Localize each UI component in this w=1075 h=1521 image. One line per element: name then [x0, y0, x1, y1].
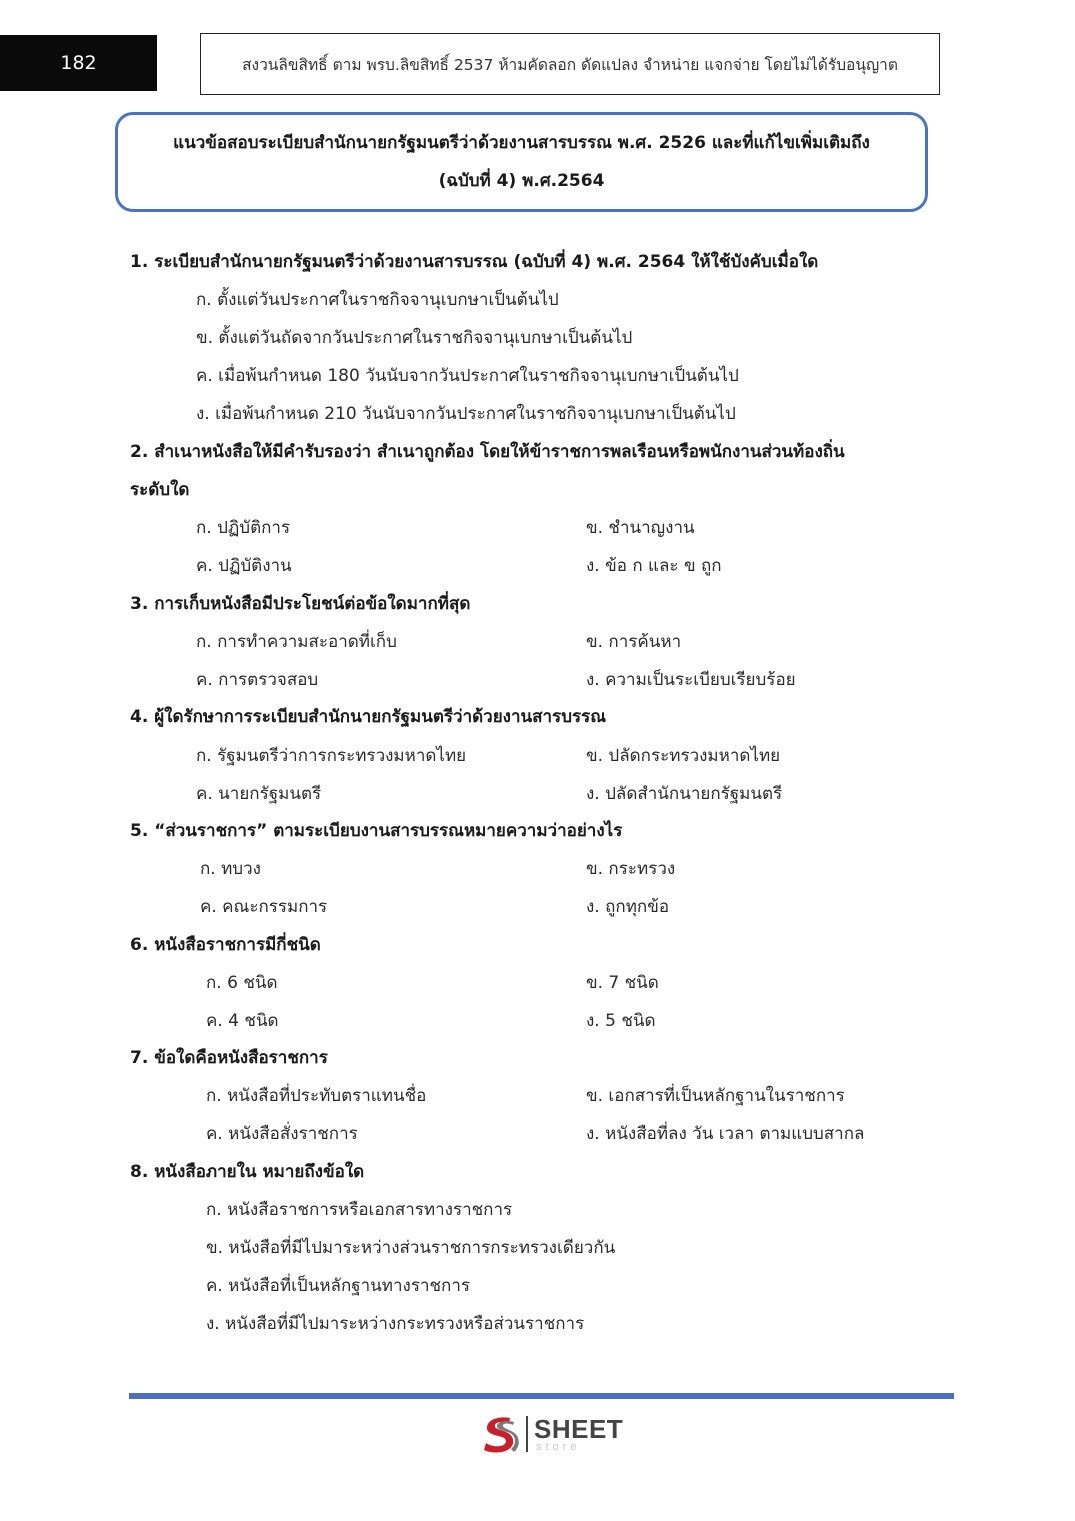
question-5: 5. “ส่วนราชการ” ตามระเบียบงานสารบรรณหมายความว่าอย่างไร [130, 821, 623, 841]
q8-option-d: ง. หนังสือที่มีไปมาระหว่างกระทรวงหรือส่วนราชการ [206, 1314, 585, 1334]
logo-wordmark [534, 1413, 624, 1453]
q6-option-b: ข. 7 ชนิด [586, 973, 659, 993]
q8-option-c: ค. หนังสือที่เป็นหลักฐานทางราชการ [206, 1276, 471, 1296]
q3-option-c: ค. การตรวจสอบ [196, 670, 319, 690]
section-title-box [115, 112, 928, 212]
q5-option-c: ค. คณะกรรมการ [200, 897, 328, 917]
q3-option-a: ก. การทำความสะอาดที่เก็บ [196, 632, 397, 652]
q1-option-c: ค. เมื่อพ้นกำหนด 180 วันนับจากวันประกาศในราชกิจจานุเบกษาเป็นต้นไป [196, 366, 739, 386]
question-2-continued: ระดับใด [130, 480, 190, 500]
q2-option-a: ก. ปฏิบัติการ [196, 518, 291, 538]
question-3: 3. การเก็บหนังสือมีประโยชน์ต่อข้อใดมากที่สุด [130, 594, 471, 614]
sheet-store-logo [478, 1410, 628, 1458]
q8-option-a: ก. หนังสือราชการหรือเอกสารทางราชการ [206, 1200, 513, 1220]
q2-option-d: ง. ข้อ ก และ ข ถูก [586, 556, 722, 576]
q6-option-c: ค. 4 ชนิด [206, 1011, 279, 1031]
page-number: 182 [0, 35, 157, 91]
question-2: 2. สำเนาหนังสือให้มีคำรับรองว่า สำเนาถูกต้อง โดยให้ข้าราชการพลเรือนหรือพนักงานส่วนท้องถิ่น [130, 442, 845, 462]
section-title-line2: (ฉบับที่ 4) พ.ศ.2564 [438, 171, 605, 191]
q7-option-c: ค. หนังสือสั่งราชการ [206, 1124, 358, 1144]
q2-option-c: ค. ปฏิบัติงาน [196, 556, 292, 576]
q5-option-d: ง. ถูกทุกข้อ [586, 897, 670, 917]
sheet-store-s-logo-icon [478, 1412, 522, 1456]
q3-option-d: ง. ความเป็นระเบียบเรียบร้อย [586, 670, 796, 690]
q1-option-d: ง. เมื่อพ้นกำหนด 210 วันนับจากวันประกาศในราชกิจจานุเบกษาเป็นต้นไป [196, 404, 736, 424]
q1-option-b: ข. ตั้งแต่วันถัดจากวันประกาศในราชกิจจานุเบกษาเป็นต้นไป [196, 328, 633, 348]
footer-divider [129, 1393, 954, 1399]
q4-option-d: ง. ปลัดสำนักนายกรัฐมนตรี [586, 784, 783, 804]
logo-separator [526, 1416, 528, 1452]
q4-option-b: ข. ปลัดกระทรวงมหาดไทย [586, 746, 781, 766]
q3-option-b: ข. การค้นหา [586, 632, 682, 652]
question-8: 8. หนังสือภายใน หมายถึงข้อใด [130, 1162, 365, 1182]
copyright-notice [200, 33, 940, 95]
logo-subtext: store [536, 1440, 581, 1453]
question-1: 1. ระเบียบสำนักนายกรัฐมนตรีว่าด้วยงานสารบรรณ (ฉบับที่ 4) พ.ศ. 2564 ให้ใช้บังคับเมื่อใด [130, 252, 819, 272]
q5-option-a: ก. ทบวง [200, 859, 261, 879]
q6-option-a: ก. 6 ชนิด [206, 973, 278, 993]
logo-text: SHEET [534, 1413, 624, 1444]
q1-option-a: ก. ตั้งแต่วันประกาศในราชกิจจานุเบกษาเป็นต้นไป [196, 290, 559, 310]
q4-option-a: ก. รัฐมนตรีว่าการกระทรวงมหาดไทย [196, 746, 467, 766]
q7-option-b: ข. เอกสารที่เป็นหลักฐานในราชการ [586, 1086, 845, 1106]
q6-option-d: ง. 5 ชนิด [586, 1011, 656, 1031]
q2-option-b: ข. ชำนาญงาน [586, 518, 695, 538]
copyright-text: สงวนลิขสิทธิ์ ตาม พรบ.ลิขสิทธิ์ 2537 ห้ามคัดลอก ดัดแปลง จำหน่าย แจกจ่าย โดยไม่ได้รับอนุญาต [242, 55, 898, 74]
q7-option-d: ง. หนังสือที่ลง วัน เวลา ตามแบบสากล [586, 1124, 865, 1144]
question-7: 7. ข้อใดคือหนังสือราชการ [130, 1048, 328, 1068]
q8-option-b: ข. หนังสือที่มีไปมาระหว่างส่วนราชการกระทรวงเดียวกัน [206, 1238, 616, 1258]
question-6: 6. หนังสือราชการมีกี่ชนิด [130, 935, 321, 955]
q4-option-c: ค. นายกรัฐมนตรี [196, 784, 322, 804]
section-title-line1: แนวข้อสอบระเบียบสำนักนายกรัฐมนตรีว่าด้วยงานสารบรรณ พ.ศ. 2526 และที่แก้ไขเพิ่มเติมถึง [173, 133, 870, 153]
q7-option-a: ก. หนังสือที่ประทับตราแทนชื่อ [206, 1086, 427, 1106]
question-4: 4. ผู้ใดรักษาการระเบียบสำนักนายกรัฐมนตรีว่าด้วยงานสารบรรณ [130, 707, 607, 727]
q5-option-b: ข. กระทรวง [586, 859, 676, 879]
